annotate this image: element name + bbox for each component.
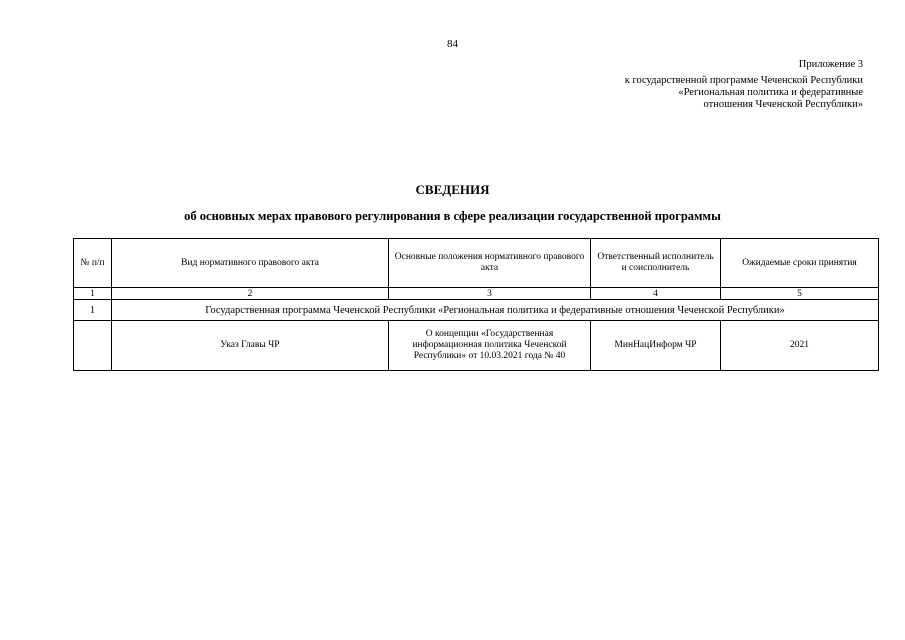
appendix-line-3: «Региональная политика и федеративные: [678, 87, 863, 98]
header-provisions: Основные положения нормативного правового акта: [389, 239, 591, 288]
page-number: 84: [447, 38, 458, 50]
column-number-row: [74, 288, 879, 300]
measures-table: [73, 238, 879, 371]
header-act-type: Вид нормативного правового акта: [112, 239, 389, 288]
row-number: [74, 321, 112, 371]
table-header-row: [74, 239, 879, 288]
appendix-label: Приложение 3: [798, 59, 863, 70]
column-number: 1: [74, 288, 112, 300]
header-number: № п/п: [74, 239, 112, 288]
header-deadline: Ожидаемые сроки принятия: [721, 239, 879, 288]
row-deadline: 2021: [721, 321, 879, 371]
program-title: Государственная программа Чеченской Республики «Региональная политика и федеративные отношения Чеченской Республики»: [112, 300, 879, 321]
table-row: [74, 321, 879, 371]
document-subtitle: об основных мерах правового регулирования в сфере реализации государственной программы: [184, 209, 721, 223]
appendix-line-2: к государственной программе Чеченской Республики: [624, 75, 863, 86]
column-number: 2: [112, 288, 389, 300]
document-title: СВЕДЕНИЯ: [415, 182, 490, 197]
row-act-type: Указ Главы ЧР: [112, 321, 389, 371]
appendix-line-4: отношения Чеченской Республики»: [703, 99, 863, 110]
row-executor: МинНацИнформ ЧР: [591, 321, 721, 371]
program-row: [74, 300, 879, 321]
program-number: 1: [74, 300, 112, 321]
column-number: 5: [721, 288, 879, 300]
row-provisions: О концепции «Государственная информационная политика Чеченской Республики» от 10.03.2021 года № 40: [389, 321, 591, 371]
appendix-note: [625, 59, 863, 111]
column-number: 4: [591, 288, 721, 300]
header-executor: Ответственный исполнитель и соисполнитель: [591, 239, 721, 288]
column-number: 3: [389, 288, 591, 300]
